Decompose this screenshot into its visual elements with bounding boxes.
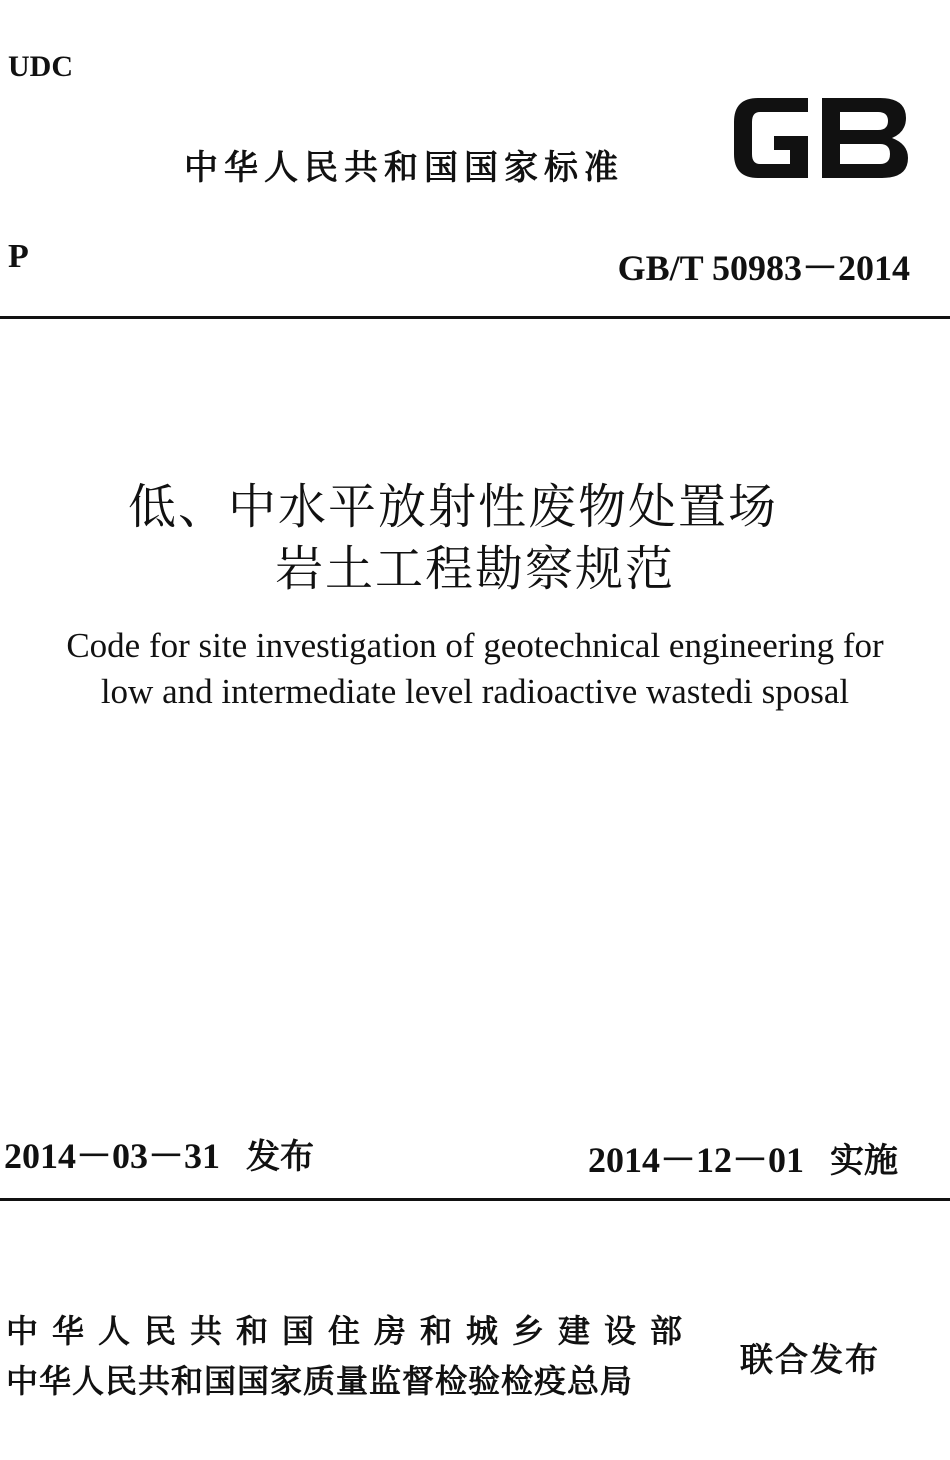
category-letter: P: [8, 238, 29, 275]
title-en-line2: low and intermediate level radioactive wastedi sposal: [100, 672, 850, 711]
issue-label: 发布: [246, 1137, 315, 1177]
national-standard-heading: 中华人民共和国国家标准: [184, 148, 624, 188]
issuer-ministry: 中华人民共和国住房和城乡建设部: [6, 1312, 697, 1350]
implement-date: 2014－12－01: [587, 1140, 804, 1180]
joint-issue-label: 联合发布: [740, 1340, 880, 1379]
issue-date: 2014－03－31: [4, 1136, 221, 1176]
title-cn-line1: 低、中水平放射性废物处置场: [127, 479, 778, 535]
title-cn-line2: 岩土工程勘察规范: [274, 541, 675, 597]
implement-date-block: [588, 1132, 898, 1183]
implement-label: 实施: [830, 1141, 898, 1181]
standard-code: GB/T 50983－2014: [617, 248, 910, 288]
top-divider: [0, 316, 950, 319]
udc-label: UDC: [8, 50, 73, 83]
title-en-line1: Code for site investigation of geotechnical engineering for: [66, 626, 884, 665]
issue-date-block: [4, 1128, 314, 1179]
issuer-administration: 中华人民共和国国家质量监督检验检疫总局: [6, 1362, 634, 1400]
gb-logo: [730, 92, 910, 184]
bottom-divider: [0, 1198, 950, 1201]
